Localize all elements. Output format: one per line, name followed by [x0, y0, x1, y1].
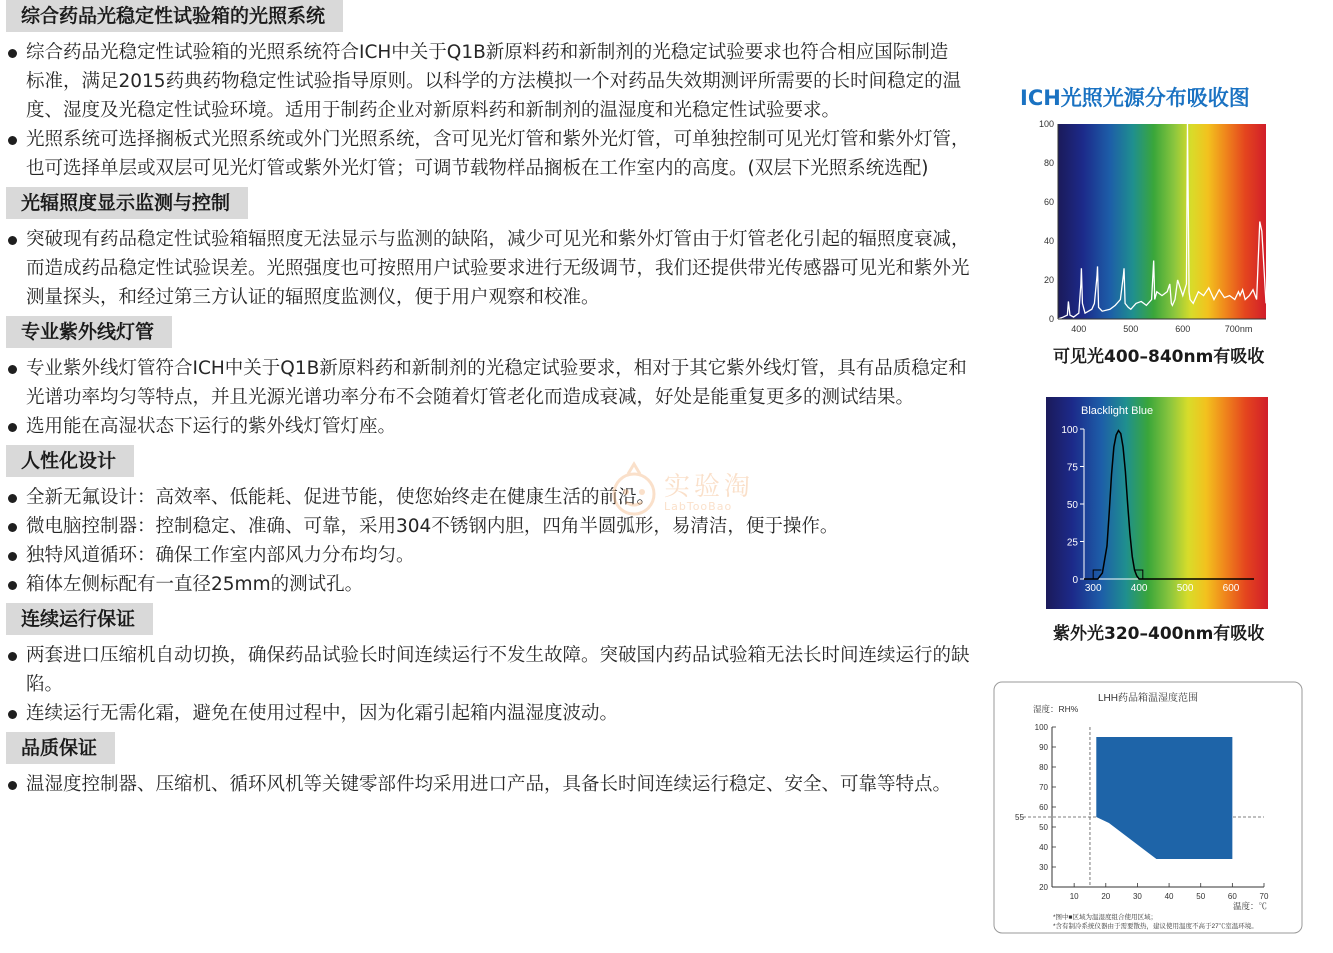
section-heading: 连续运行保证 [6, 603, 153, 635]
y-tick-label: 30 [1039, 863, 1048, 872]
bullet-list [6, 38, 981, 183]
y-tick-label: 40 [1043, 236, 1054, 246]
section-heading: 光辐照度显示监测与控制 [6, 187, 248, 219]
y-tick-label: 20 [1043, 275, 1054, 285]
bullet-item: 温湿度控制器、压缩机、循环风机等关键零部件均采用进口产品，具备长时间连续运行稳定、安全、可靠等特点。 [6, 770, 981, 799]
section [6, 732, 981, 799]
bullet-item: 选用能在高湿状态下运行的紫外线灯管灯座。 [6, 412, 981, 441]
chart-title: LHH药品箱温湿度范围 [1097, 693, 1199, 704]
watermark-text: 实验淘 [664, 472, 755, 502]
x-axis-label: 温度：℃ [1232, 901, 1268, 911]
plot-area [1058, 124, 1266, 319]
blacklight-chart-caption: 紫外光320–400nm有吸收 [1053, 624, 1265, 644]
bullet-item: 突破现有药品稳定性试验箱辐照度无法显示与监测的缺陷，减少可见光和紫外灯管由于灯管老化引起的辐照度衰减，而造成药品稳定性试验误差。光照强度也可按照用户试验要求进行无级调节，我们还提供带光传感器可见光和紫外光测量探头，和经过第三方认证的辐照度监测仪，便于用户观察和校准。 [6, 225, 981, 312]
x-tick-label: 10 [1069, 892, 1079, 901]
bullet-item: 微电脑控制器：控制稳定、准确、可靠，采用304不锈钢内胆，四角半圆弧形，易清洁，便于操作。 [6, 512, 981, 541]
bullet-item: 专业紫外线灯管符合ICH中关于Q1B新原料药和新制剂的光稳定试验要求，相对于其它紫外线灯管，具有品质稳定和光谱功率均匀等特点，并且光源光谱功率分布不会随着灯管老化而造成衰减，好处是能重复更多的测试结果。 [6, 354, 981, 412]
x-tick-label: 600 [1175, 324, 1191, 334]
section [6, 316, 981, 441]
bullet-item: 全新无氟设计：高效率、低能耗、促进节能，使您始终走在健康生活的前沿。 [6, 483, 981, 512]
x-tick-label: 60 [1227, 892, 1237, 901]
blacklight-chart [1046, 397, 1268, 609]
bullet-item: 独特风道循环：确保工作室内部风力分布均匀。 [6, 541, 981, 570]
ich-chart-caption: 可见光400–840nm有吸收 [1053, 347, 1265, 367]
y-tick-label: 25 [1066, 537, 1078, 549]
ich-spectrum-chart [1020, 114, 1280, 336]
chart-note: *图中■区域为温湿度组合使用区域； [1053, 914, 1157, 921]
bullet-list [6, 641, 981, 728]
y-tick-label: 100 [1038, 119, 1054, 129]
y-tick-label: 40 [1039, 843, 1048, 852]
y-axis-label: 湿度：RH% [1033, 704, 1079, 714]
section-heading: 专业紫外线灯管 [6, 316, 172, 348]
bullet-item: 综合药品光稳定性试验箱的光照系统符合ICH中关于Q1B新原料药和新制剂的光稳定试验要求也符合相应国际制造标准，满足2015药典药物稳定性试验指导原则。以科学的方法模拟一个对药品失效期测评所需要的长时间稳定的温度、湿度及光稳定性试验环境。适用于制药企业对新原料药和新制剂的温湿度和光稳定性试验要求。 [6, 38, 966, 125]
y-tick-label: 60 [1043, 197, 1054, 207]
section [6, 187, 981, 312]
y-tick-label: 0 [1072, 575, 1078, 586]
x-tick-label: 700nm [1224, 324, 1253, 334]
bullet-item: 连续运行无需化霜，避免在使用过程中，因为化霜引起箱内温湿度波动。 [6, 699, 981, 728]
x-tick-label: 500 [1176, 583, 1194, 594]
y-tick-label: 100 [1034, 723, 1048, 732]
section [6, 445, 981, 599]
chart-note: *含有制冷系统仪器由于需要散热，建议使用温度不高于27℃室温环境。 [1053, 923, 1258, 930]
x-tick-label: 600 [1222, 583, 1240, 594]
y-tick-label: 75 [1066, 462, 1078, 474]
x-tick-label: 30 [1132, 892, 1142, 901]
reference-y-label: 55 [1015, 813, 1024, 822]
chart-background [1046, 397, 1268, 609]
y-tick-label: 100 [1061, 425, 1078, 436]
y-tick-label: 50 [1066, 500, 1078, 511]
x-tick-label: 40 [1164, 892, 1174, 901]
y-tick-label: 20 [1039, 883, 1048, 892]
y-tick-label: 0 [1048, 314, 1054, 324]
section [6, 603, 981, 728]
x-tick-label: 70 [1259, 892, 1269, 901]
y-tick-label: 50 [1039, 823, 1048, 832]
ich-chart-title: ICH光照光源分布吸收图 [1020, 86, 1250, 110]
bullet-list [6, 770, 981, 799]
bullet-item: 箱体左侧标配有一直径25mm的测试孔。 [6, 570, 981, 599]
bullet-item: 光照系统可选择搁板式光照系统或外门光照系统，含可见光灯管和紫外光灯管，可单独控制可见光灯管和紫外灯管，也可选择单层或双层可见光灯管或紫外光灯管；可调节载物样品搁板在工作室内的高度。(双层下光照系统选配) [6, 125, 981, 183]
x-tick-label: 300 [1084, 583, 1102, 594]
chart-title: Blacklight Blue [1081, 405, 1154, 417]
bullet-item: 两套进口压缩机自动切换，确保药品试验长时间连续运行不发生故障。突破国内药品试验箱无法长时间连续运行的缺陷。 [6, 641, 981, 699]
y-tick-label: 90 [1039, 743, 1048, 752]
x-tick-label: 20 [1101, 892, 1111, 901]
x-tick-label: 500 [1123, 324, 1139, 334]
bullet-list [6, 483, 981, 599]
y-tick-label: 70 [1039, 783, 1048, 792]
x-tick-label: 400 [1130, 583, 1148, 594]
bullet-list [6, 225, 981, 312]
bullet-list [6, 354, 981, 441]
x-tick-label: 50 [1196, 892, 1206, 901]
watermark [604, 460, 755, 524]
humidity-range-chart [993, 681, 1303, 934]
watermark-logo-icon [604, 460, 664, 520]
x-tick-label: 400 [1071, 324, 1087, 334]
spec-text-column [6, 0, 981, 803]
y-tick-label: 80 [1043, 158, 1054, 168]
section-heading: 人性化设计 [6, 445, 134, 477]
section [6, 0, 981, 183]
section-heading: 品质保证 [6, 732, 115, 764]
section-heading: 综合药品光稳定性试验箱的光照系统 [6, 0, 343, 32]
watermark-subtext: LabTooBao [664, 500, 733, 513]
y-tick-label: 60 [1039, 803, 1048, 812]
y-tick-label: 80 [1039, 763, 1048, 772]
